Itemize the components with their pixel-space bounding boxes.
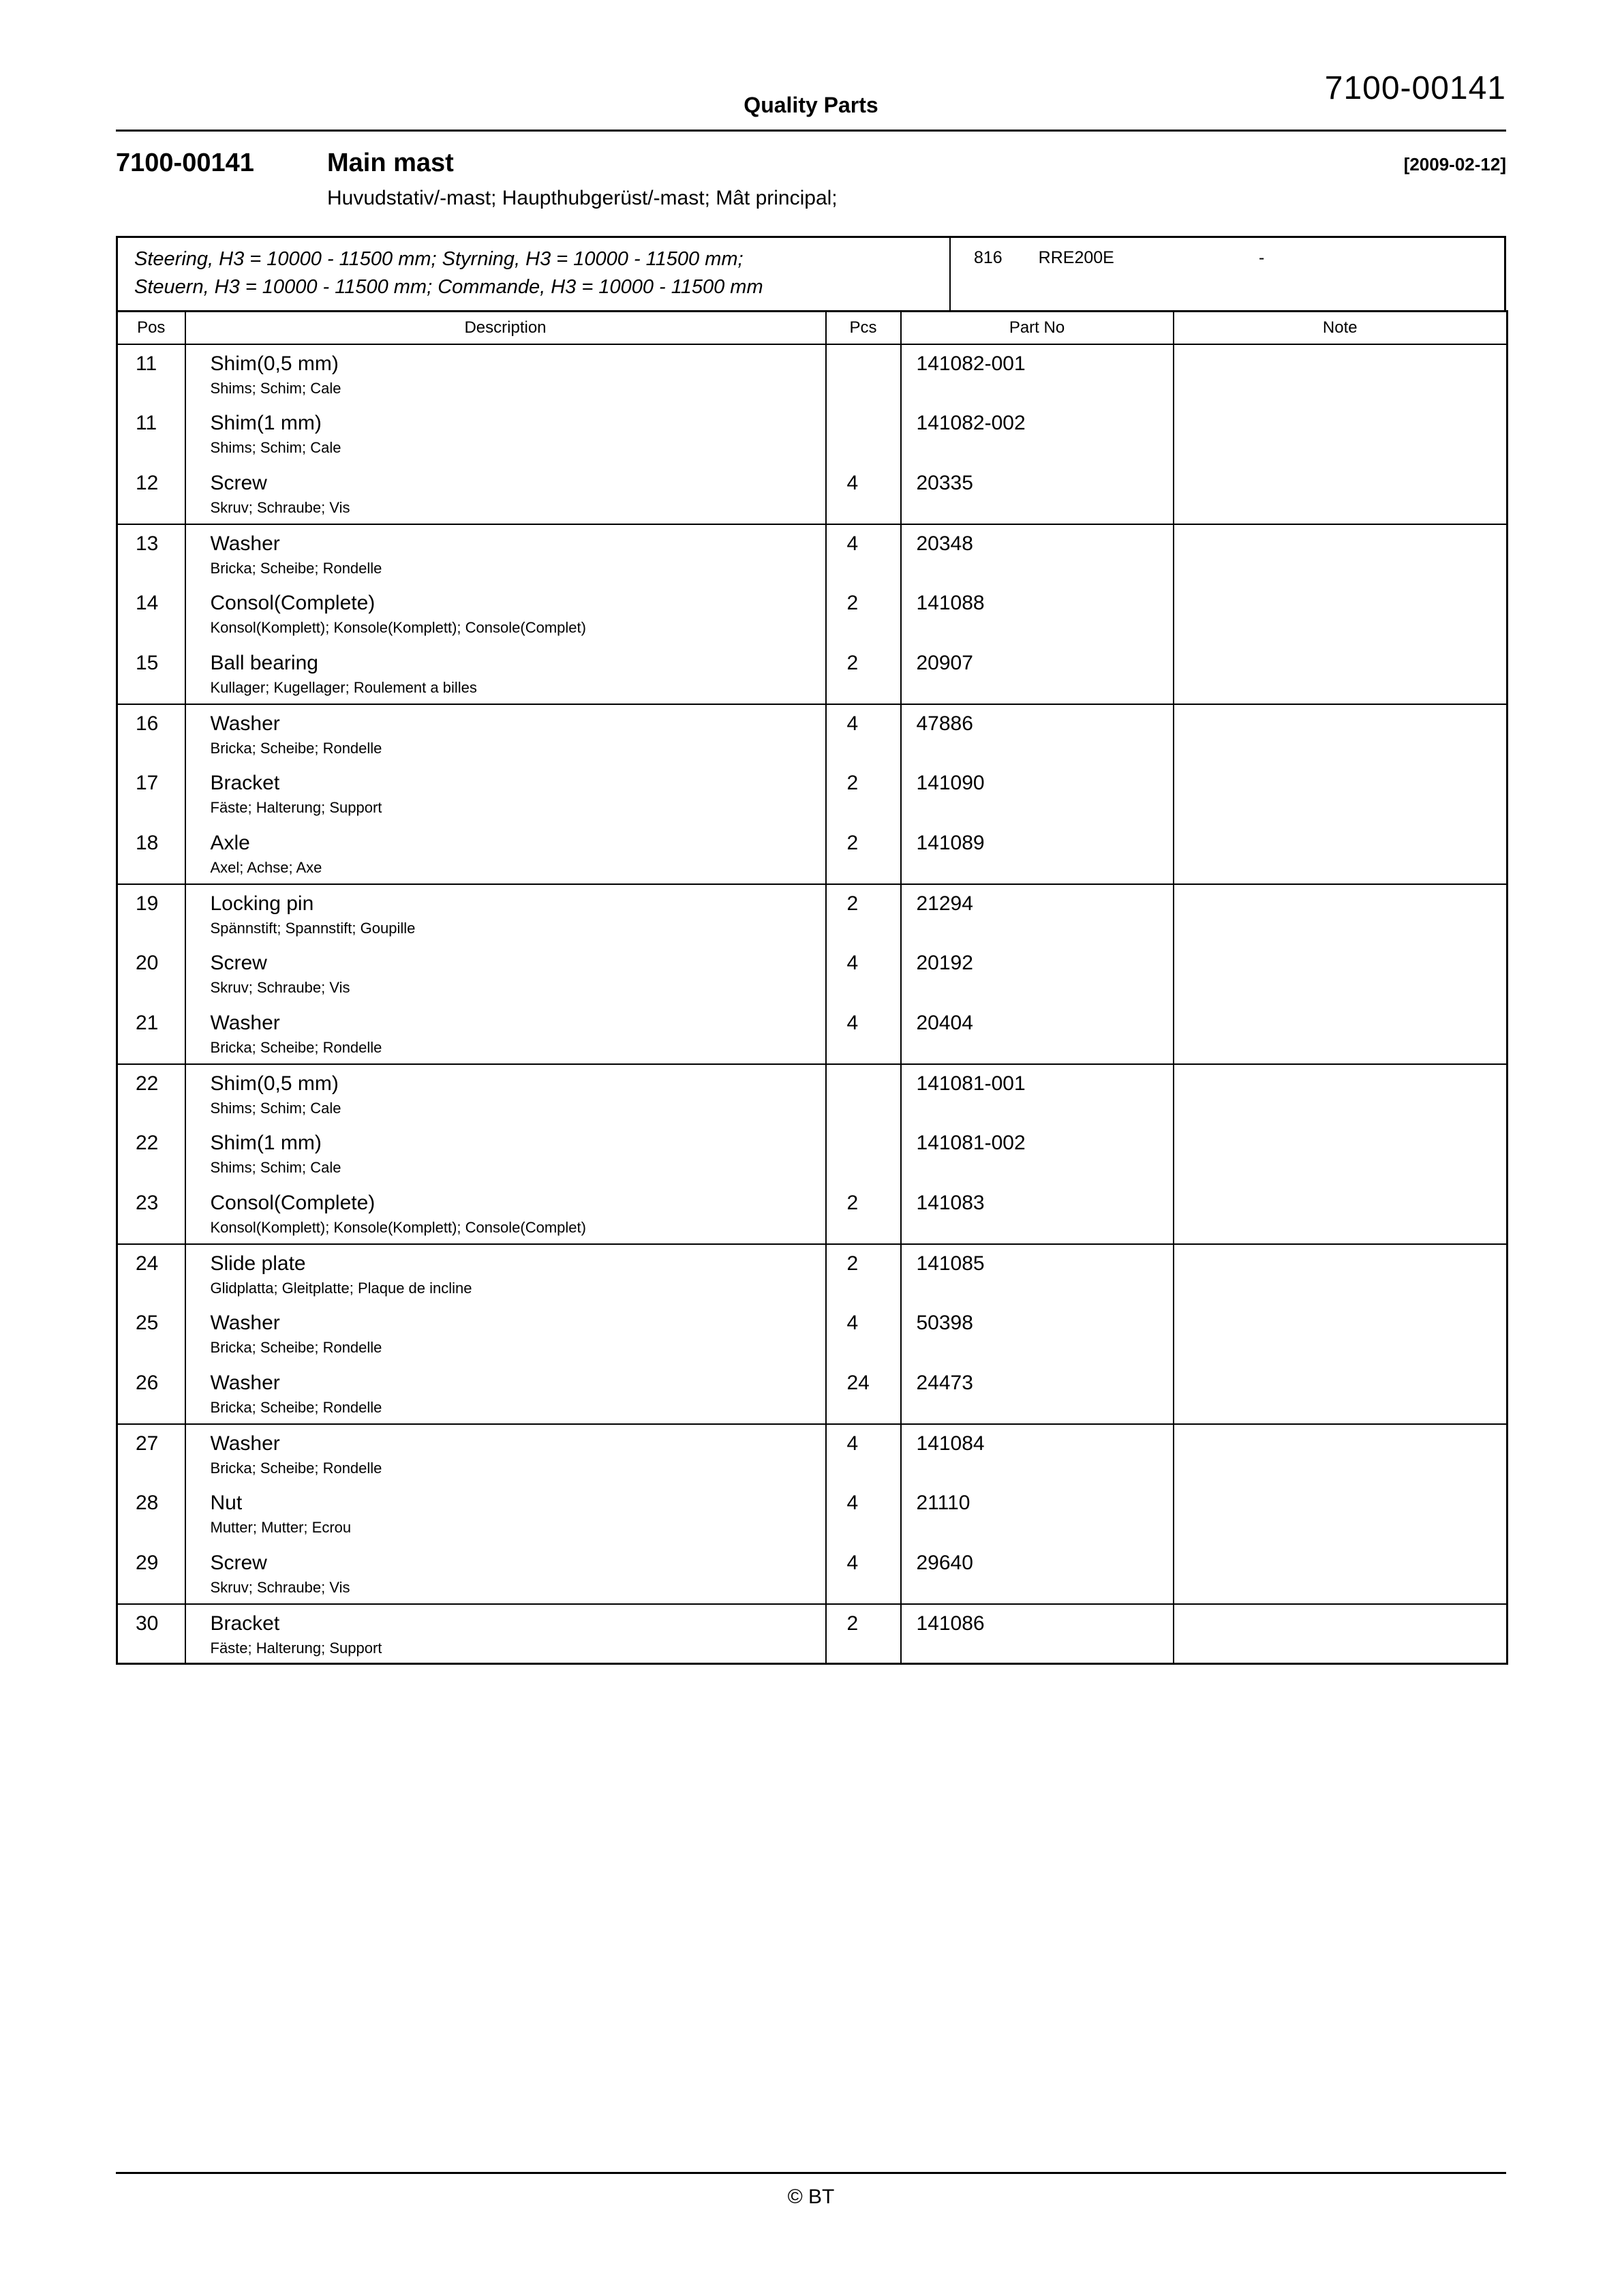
page-header-title: Quality Parts — [744, 93, 878, 117]
pos-cell: 25 — [136, 1311, 159, 1334]
part-no-cell: 141082-002 — [901, 404, 1174, 464]
column-header-pcs: Pcs — [826, 312, 901, 344]
description-main: Washer — [210, 1011, 280, 1034]
description-cell — [185, 1004, 826, 1064]
description-translations: Bricka; Scheibe; Rondelle — [210, 1338, 382, 1356]
note-cell — [1174, 704, 1508, 764]
description-translations: Shims; Schim; Cale — [210, 1158, 341, 1176]
note-cell — [1174, 344, 1508, 404]
table-row — [117, 1544, 1508, 1604]
variant-line-2: Steuern, H3 = 10000 - 11500 mm; Commande, H3 = 10000 - 11500 mm — [134, 276, 763, 298]
part-no-cell: 20348 — [901, 524, 1174, 584]
footer-divider — [116, 2172, 1506, 2174]
note-cell — [1174, 1424, 1508, 1484]
column-header-description: Description — [185, 312, 826, 344]
pcs-cell: 4 — [826, 464, 901, 524]
description-main: Ball bearing — [210, 651, 318, 674]
pos-cell: 23 — [117, 1184, 185, 1244]
pos-cell: 22 — [136, 1072, 159, 1095]
part-no-cell: 141085 — [901, 1244, 1174, 1304]
pcs-cell: 4 — [826, 1424, 901, 1484]
table-row — [117, 524, 1508, 584]
description-cell — [185, 944, 826, 1004]
pos-cell: 28 — [136, 1491, 159, 1514]
pcs-cell: 4 — [826, 1544, 901, 1604]
table-row — [117, 1184, 1508, 1244]
description-main: Washer — [210, 532, 280, 555]
note-cell — [1174, 524, 1508, 584]
variant-description — [118, 238, 951, 310]
table-row — [117, 1304, 1508, 1364]
description-cell — [185, 1484, 826, 1544]
column-header-note: Note — [1174, 312, 1508, 344]
part-no-cell: 141086 — [901, 1604, 1174, 1664]
description-main: Locking pin — [210, 892, 314, 915]
title-block — [116, 149, 1506, 224]
pos-cell: 18 — [117, 824, 185, 884]
pos-cell: 27 — [136, 1432, 159, 1455]
description-cell — [185, 884, 826, 944]
part-no-cell: 141081-002 — [901, 1124, 1174, 1184]
pos-cell: 11 — [136, 411, 157, 434]
description-main: Slide plate — [210, 1252, 306, 1275]
pcs-cell: 4 — [826, 1304, 901, 1364]
description-main: Washer — [210, 1371, 280, 1394]
pos-cell: 20 — [136, 951, 159, 974]
parts-table-head — [117, 312, 1508, 344]
header-divider — [116, 130, 1506, 132]
description-translations: Fäste; Halterung; Support — [210, 1639, 382, 1657]
description-main: Screw — [210, 951, 267, 974]
description-translations: Skruv; Schraube; Vis — [210, 978, 350, 996]
column-header-part-no: Part No — [901, 312, 1174, 344]
part-no-cell: 20335 — [901, 464, 1174, 524]
table-row — [117, 1484, 1508, 1544]
description-main: Washer — [210, 1311, 280, 1334]
note-cell — [1174, 1364, 1508, 1424]
pos-cell: 26 — [117, 1364, 185, 1424]
table-row — [117, 884, 1508, 944]
part-no-cell: 20192 — [901, 944, 1174, 1004]
description-cell — [185, 1244, 826, 1304]
revision-date: [2009-02-12] — [1403, 154, 1506, 175]
pos-cell: 13 — [136, 532, 159, 555]
variant-model-cell — [951, 238, 1504, 310]
description-cell — [185, 404, 826, 464]
pos-cell: 19 — [136, 892, 159, 915]
parts-table — [116, 310, 1508, 1665]
description-translations: Bricka; Scheibe; Rondelle — [210, 1459, 382, 1477]
pcs-cell: 4 — [826, 704, 901, 764]
table-row — [117, 704, 1508, 764]
description-main: Shim(1 mm) — [210, 411, 322, 434]
note-cell — [1174, 464, 1508, 524]
page-header-doc-number: 7100-00141 — [1324, 70, 1506, 106]
variant-line-1: Steering, H3 = 10000 - 11500 mm; Styrning, H3 = 10000 - 11500 mm; — [134, 248, 744, 270]
description-main: Axle — [210, 831, 250, 854]
pcs-cell: 2 — [826, 824, 901, 884]
description-cell — [185, 1064, 826, 1124]
pos-cell: 24 — [136, 1252, 159, 1275]
pcs-cell — [826, 1124, 901, 1184]
description-translations: Shims; Schim; Cale — [210, 438, 341, 456]
part-no-cell: 141081-001 — [901, 1064, 1174, 1124]
variant-code: 816 — [974, 248, 1003, 267]
part-no-cell: 141090 — [901, 764, 1174, 824]
part-no-cell: 141082-001 — [901, 344, 1174, 404]
description-translations: Fäste; Halterung; Support — [210, 798, 382, 816]
pcs-cell — [826, 404, 901, 464]
description-translations: Bricka; Scheibe; Rondelle — [210, 739, 382, 757]
description-translations: Kullager; Kugellager; Roulement a billes — [210, 678, 477, 696]
description-cell — [185, 344, 826, 404]
description-main: Bracket — [210, 1612, 280, 1635]
description-main: Consol(Complete) — [210, 591, 376, 614]
note-cell — [1174, 1064, 1508, 1124]
pos-cell: 17 — [136, 771, 159, 794]
description-cell — [185, 1424, 826, 1484]
pcs-cell: 4 — [826, 1484, 901, 1544]
parts-table-body — [117, 344, 1508, 1664]
note-cell — [1174, 1184, 1508, 1244]
note-cell — [1174, 1124, 1508, 1184]
note-cell — [1174, 1004, 1508, 1064]
pcs-cell: 2 — [826, 764, 901, 824]
description-cell — [185, 524, 826, 584]
description-translations: Konsol(Komplett); Konsole(Komplett); Console(Complet) — [210, 1218, 586, 1236]
part-no-cell: 141089 — [901, 824, 1174, 884]
table-row — [117, 1124, 1508, 1184]
description-translations: Shims; Schim; Cale — [210, 379, 341, 397]
description-translations: Mutter; Mutter; Ecrou — [210, 1518, 352, 1536]
description-main: Nut — [210, 1491, 243, 1514]
part-no-cell: 141088 — [901, 584, 1174, 644]
description-cell — [185, 824, 826, 884]
description-main: Shim(0,5 mm) — [210, 1072, 339, 1095]
description-cell — [185, 1604, 826, 1664]
description-main: Washer — [210, 712, 280, 735]
part-no-cell: 20907 — [901, 644, 1174, 704]
part-no-cell: 24473 — [901, 1364, 1174, 1424]
description-main: Shim(0,5 mm) — [210, 352, 339, 375]
table-row — [117, 404, 1508, 464]
part-no-cell: 141084 — [901, 1424, 1174, 1484]
pos-cell: 22 — [136, 1131, 159, 1154]
table-row — [117, 764, 1508, 824]
description-translations: Bricka; Scheibe; Rondelle — [210, 1398, 382, 1416]
pcs-cell: 2 — [826, 1184, 901, 1244]
note-cell — [1174, 944, 1508, 1004]
description-translations: Shims; Schim; Cale — [210, 1099, 341, 1117]
note-cell — [1174, 1484, 1508, 1544]
note-cell — [1174, 644, 1508, 704]
description-translations: Glidplatta; Gleitplatte; Plaque de incline — [210, 1279, 472, 1297]
table-row — [117, 464, 1508, 524]
pos-cell: 11 — [136, 352, 157, 375]
variant-serial-range: - — [1259, 248, 1265, 267]
description-translations: Spännstift; Spannstift; Goupille — [210, 919, 416, 937]
column-header-row — [117, 312, 1508, 344]
document-number: 7100-00141 — [116, 149, 254, 177]
pcs-cell — [826, 344, 901, 404]
table-row — [117, 1424, 1508, 1484]
description-main: Screw — [210, 471, 267, 494]
table-row — [117, 1364, 1508, 1424]
pos-cell: 12 — [117, 464, 185, 524]
note-cell — [1174, 884, 1508, 944]
description-translations: Skruv; Schraube; Vis — [210, 1578, 350, 1596]
table-row — [117, 944, 1508, 1004]
pcs-cell — [826, 1064, 901, 1124]
pcs-cell: 2 — [826, 584, 901, 644]
part-no-cell: 29640 — [901, 1544, 1174, 1604]
table-row — [117, 1004, 1508, 1064]
footer-copyright: © BT — [787, 2186, 835, 2208]
pcs-cell: 2 — [826, 1604, 901, 1664]
table-row — [117, 1604, 1508, 1664]
description-translations: Konsol(Komplett); Konsole(Komplett); Console(Complet) — [210, 618, 586, 636]
description-cell — [185, 464, 826, 524]
column-header-pos: Pos — [117, 312, 185, 344]
pos-cell: 16 — [136, 712, 159, 735]
table-row — [117, 644, 1508, 704]
description-main: Screw — [210, 1551, 267, 1574]
pcs-cell: 2 — [826, 884, 901, 944]
note-cell — [1174, 404, 1508, 464]
pos-cell: 29 — [117, 1544, 185, 1604]
pos-cell: 15 — [117, 644, 185, 704]
note-cell — [1174, 764, 1508, 824]
description-cell — [185, 1304, 826, 1364]
note-cell — [1174, 824, 1508, 884]
pcs-cell: 4 — [826, 1004, 901, 1064]
description-translations: Skruv; Schraube; Vis — [210, 498, 350, 516]
description-cell — [185, 584, 826, 644]
page-title: Main mast — [327, 149, 454, 177]
pcs-cell: 4 — [826, 944, 901, 1004]
description-cell — [185, 1364, 826, 1424]
variant-info-box — [116, 236, 1506, 312]
parts-table-section — [116, 236, 1506, 1665]
description-cell — [185, 764, 826, 824]
pcs-cell: 4 — [826, 524, 901, 584]
variant-model: RRE200E — [1038, 248, 1114, 267]
pcs-cell: 24 — [826, 1364, 901, 1424]
part-no-cell: 21294 — [901, 884, 1174, 944]
description-main: Shim(1 mm) — [210, 1131, 322, 1154]
description-cell — [185, 704, 826, 764]
table-row — [117, 584, 1508, 644]
part-no-cell: 20404 — [901, 1004, 1174, 1064]
pcs-cell: 2 — [826, 1244, 901, 1304]
pos-cell: 14 — [136, 591, 159, 614]
pos-cell: 21 — [117, 1004, 185, 1064]
description-cell — [185, 1544, 826, 1604]
note-cell — [1174, 1604, 1508, 1664]
part-no-cell: 141083 — [901, 1184, 1174, 1244]
description-main: Washer — [210, 1432, 280, 1455]
title-translations: Huvudstativ/-mast; Haupthubgerüst/-mast; Mât principal; — [327, 187, 838, 209]
note-cell — [1174, 1244, 1508, 1304]
description-main: Consol(Complete) — [210, 1191, 376, 1214]
note-cell — [1174, 584, 1508, 644]
part-no-cell: 50398 — [901, 1304, 1174, 1364]
pos-cell: 30 — [136, 1612, 159, 1635]
note-cell — [1174, 1544, 1508, 1604]
description-translations: Bricka; Scheibe; Rondelle — [210, 1038, 382, 1056]
part-no-cell: 47886 — [901, 704, 1174, 764]
table-row — [117, 824, 1508, 884]
description-main: Bracket — [210, 771, 280, 794]
description-cell — [185, 644, 826, 704]
table-row — [117, 1244, 1508, 1304]
description-translations: Axel; Achse; Axe — [210, 858, 322, 876]
table-row — [117, 1064, 1508, 1124]
description-cell — [185, 1184, 826, 1244]
description-cell — [185, 1124, 826, 1184]
table-row — [117, 344, 1508, 404]
note-cell — [1174, 1304, 1508, 1364]
part-no-cell: 21110 — [901, 1484, 1174, 1544]
pcs-cell: 2 — [826, 644, 901, 704]
description-translations: Bricka; Scheibe; Rondelle — [210, 559, 382, 577]
